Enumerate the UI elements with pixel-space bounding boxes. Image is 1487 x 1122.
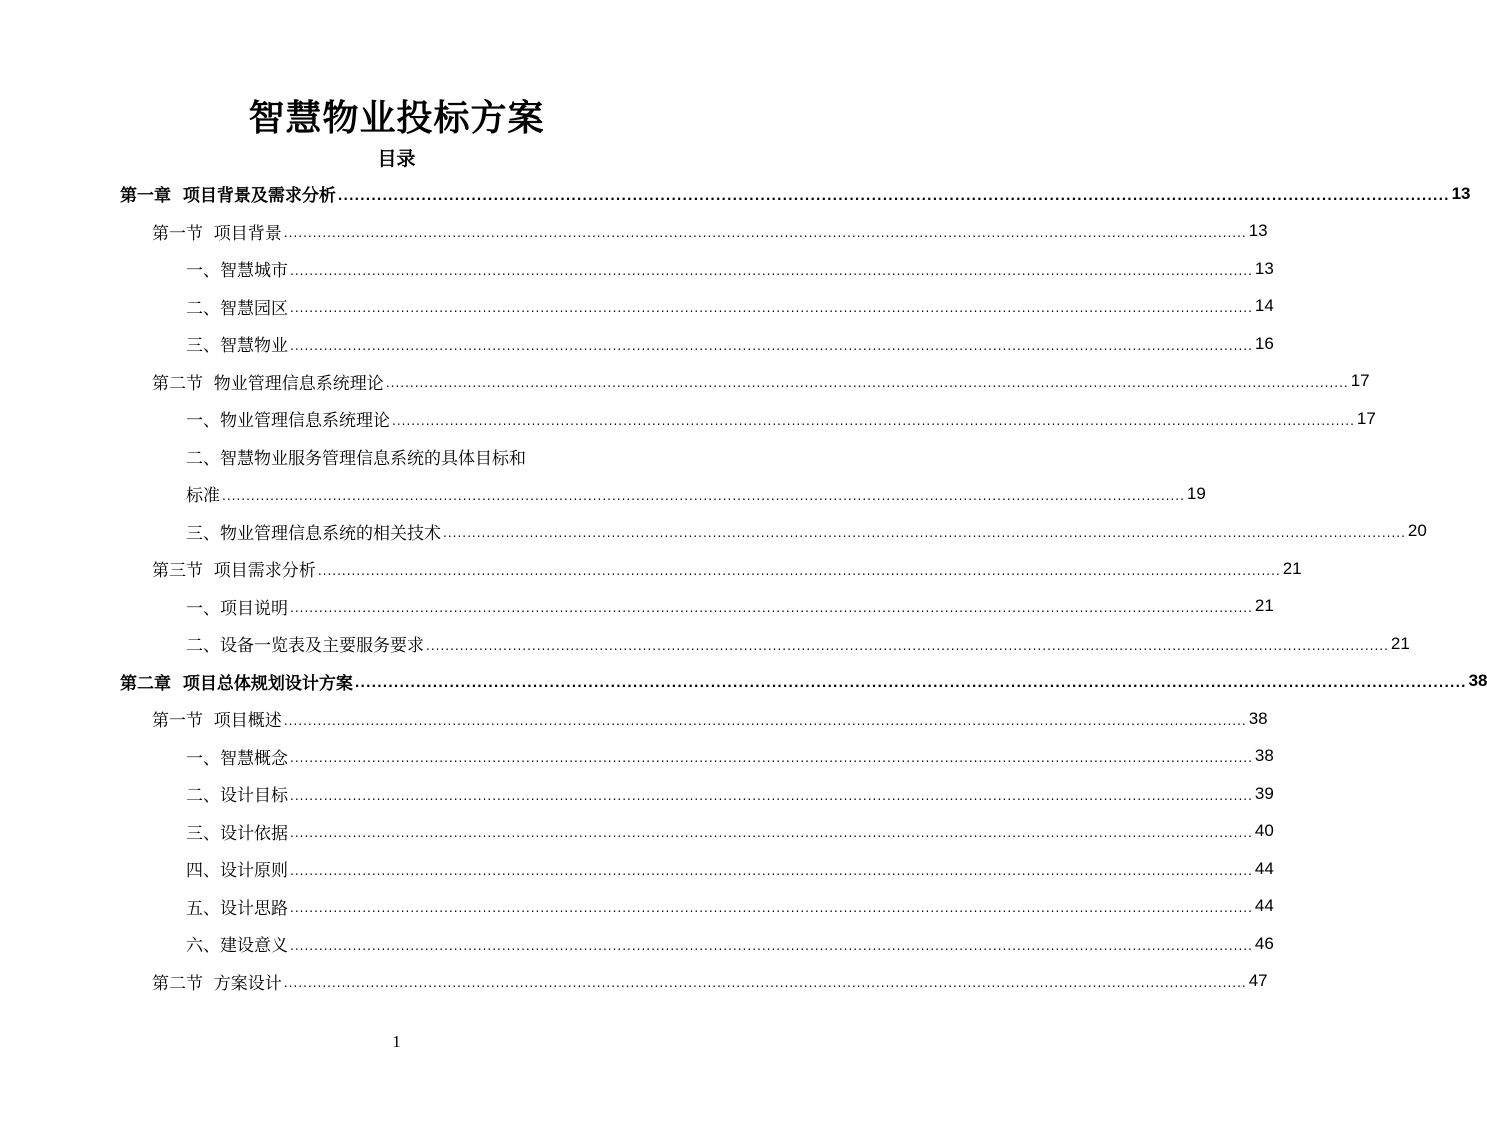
toc-entry[interactable] (0, 625, 1410, 663)
toc-entry-page: 38 (1468, 671, 1487, 691)
toc-entry[interactable] (0, 963, 1268, 1001)
toc-entry-title: 六、建设意义 (186, 936, 288, 957)
toc-entry-page: 44 (1254, 896, 1274, 916)
dot-leader: ........................................................................................................................................................................................................ (290, 938, 1253, 953)
toc-entry-page: 47 (1248, 971, 1268, 991)
toc-entry[interactable] (0, 850, 1274, 888)
toc-entry-page: 17 (1350, 371, 1370, 391)
toc-entry-title: 五、设计思路 (186, 898, 288, 919)
toc-entry[interactable] (0, 513, 1427, 551)
dot-leader: ........................................................................................................................................................................................................ (290, 863, 1253, 878)
toc-entry-page: 38 (1248, 708, 1268, 728)
dot-leader: ........................................................................................................................................................................................................ (290, 751, 1253, 766)
toc-entry-title: 二、智慧园区 (186, 298, 288, 319)
toc-entry-page: 44 (1254, 858, 1274, 878)
toc-entry-page: 13 (1451, 183, 1471, 203)
toc-entry-title: 第一节 项目背景 (152, 223, 282, 244)
toc-entry-page: 17 (1356, 408, 1376, 428)
dot-leader: ........................................................................................................................................................................................................ (290, 263, 1253, 278)
toc-entry-page: 21 (1390, 633, 1410, 653)
toc-entry[interactable] (0, 775, 1274, 813)
toc-entry-page: 13 (1248, 221, 1268, 241)
dot-leader: ........................................................................................................................................................................................................ (426, 638, 1389, 653)
document-title: 智慧物业投标方案 (248, 98, 545, 139)
toc-entry[interactable] (0, 663, 1487, 701)
dot-leader: ........................................................................................................................................................................................................ (290, 601, 1253, 616)
toc-entry-title: 三、设计依据 (186, 823, 288, 844)
toc-entry-title: 一、智慧概念 (186, 748, 288, 769)
toc-heading: 目录 (377, 148, 416, 170)
page-number: 1 (392, 1032, 401, 1051)
toc-entry-title: 第二节 物业管理信息系统理论 (152, 373, 384, 394)
toc-entry-title: 四、设计原则 (186, 861, 288, 882)
dot-leader: ........................................................................................................................................................................................................ (290, 788, 1253, 803)
dot-leader: ........................................................................................................................................................................................................ (283, 713, 1247, 728)
toc-entry-page: 21 (1282, 558, 1302, 578)
toc-entry-page: 46 (1254, 933, 1274, 953)
dot-leader: ........................................................................................................................................................................................................ (392, 413, 1355, 428)
toc-entry-page: 40 (1254, 821, 1274, 841)
toc-entry-title: 标准 (186, 486, 220, 507)
toc-entry[interactable] (0, 288, 1274, 326)
toc-entry[interactable] (0, 475, 1206, 513)
toc-entry-title: 第二节 方案设计 (152, 973, 282, 994)
toc-entry[interactable] (0, 925, 1274, 963)
toc-entry[interactable] (0, 175, 1471, 213)
dot-leader: ........................................................................................................................................................................................................ (354, 676, 1467, 691)
toc-entry[interactable] (0, 438, 793, 476)
dot-leader: ........................................................................................................................................................................................................ (283, 226, 1247, 241)
toc-entry[interactable] (0, 588, 1274, 626)
toc-entry-title: 第一节 项目概述 (152, 711, 282, 732)
toc-entry[interactable] (0, 738, 1274, 776)
toc-entry-title: 第二章 项目总体规划设计方案 (120, 673, 353, 694)
toc-entry-title: 三、智慧物业 (186, 336, 288, 357)
toc-entry[interactable] (0, 700, 1268, 738)
toc-entry[interactable] (0, 250, 1274, 288)
toc-entry-page: 14 (1254, 296, 1274, 316)
toc-entry[interactable] (0, 213, 1268, 251)
toc-entry-page: 20 (1407, 521, 1427, 541)
toc-entry[interactable] (0, 325, 1274, 363)
dot-leader: ........................................................................................................................................................................................................ (290, 826, 1253, 841)
dot-leader: ........................................................................................................................................................................................................ (283, 976, 1247, 991)
toc-entry-page: 19 (1186, 483, 1206, 503)
dot-leader: ........................................................................................................................................................................................................ (290, 901, 1253, 916)
toc-entry-page: 16 (1254, 333, 1274, 353)
dot-leader: ........................................................................................................................................................................................................ (385, 376, 1349, 391)
dot-leader: ........................................................................................................................................................................................................ (290, 338, 1253, 353)
toc-entry-title: 一、项目说明 (186, 598, 288, 619)
dot-leader: ........................................................................................................................................................................................................ (317, 563, 1281, 578)
toc-entry-title: 二、设备一览表及主要服务要求 (186, 636, 424, 657)
toc-entry[interactable] (0, 363, 1370, 401)
toc-entry[interactable] (0, 813, 1274, 851)
toc-entry[interactable] (0, 400, 1376, 438)
toc-entry[interactable] (0, 550, 1302, 588)
toc-entry-page: 13 (1254, 258, 1274, 278)
toc-entry-title: 一、智慧城市 (186, 261, 288, 282)
toc-entry-title: 二、智慧物业服务管理信息系统的具体目标和 (186, 448, 526, 469)
toc-entry-page: 39 (1254, 783, 1274, 803)
dot-leader: ........................................................................................................................................................................................................ (222, 488, 1185, 503)
dot-leader: ........................................................................................................................................................................................................ (337, 188, 1450, 203)
toc-entry-title: 一、物业管理信息系统理论 (186, 411, 390, 432)
toc-entry-title: 二、设计目标 (186, 786, 288, 807)
toc-entry-title: 第三节 项目需求分析 (152, 561, 316, 582)
toc-entry-title: 三、物业管理信息系统的相关技术 (186, 523, 441, 544)
table-of-contents (0, 175, 1487, 1000)
toc-entry-page: 38 (1254, 746, 1274, 766)
dot-leader: ........................................................................................................................................................................................................ (443, 526, 1406, 541)
toc-entry-page: 21 (1254, 596, 1274, 616)
toc-entry-title: 第一章 项目背景及需求分析 (120, 186, 336, 207)
toc-entry[interactable] (0, 888, 1274, 926)
dot-leader: ........................................................................................................................................................................................................ (290, 301, 1253, 316)
